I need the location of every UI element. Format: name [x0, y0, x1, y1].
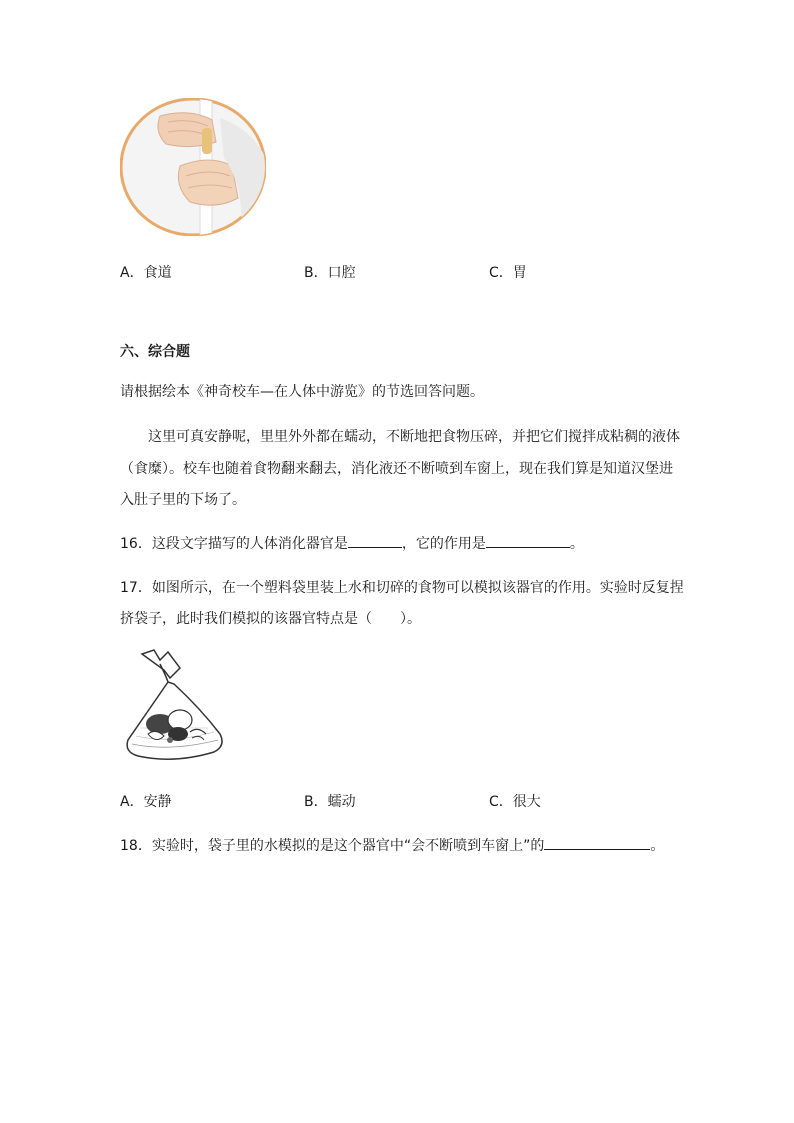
q15-option-b[interactable]: B．口腔: [304, 265, 356, 281]
intro-text: 请根据绘本《神奇校车—在人体中游览》的节选回答问题。: [120, 384, 484, 400]
q18-text-2: 。: [650, 838, 665, 854]
esophagus-model-photo: [120, 98, 266, 236]
question-17-line-1: 17．如图所示，在一个塑料袋里装上水和切碎的食物可以模拟该器官的作用。实验时反复捏: [120, 580, 684, 596]
q15-option-a[interactable]: A．食道: [120, 265, 172, 281]
passage-line-1: 这里可真安静呢，里里外外都在蠕动，不断地把食物压碎，并把它们搅拌成粘稠的液体: [148, 429, 680, 445]
q16-text-3: 。: [569, 536, 584, 552]
question-17-line-2: 挤袋子，此时我们模拟的该器官特点是（ ）。: [120, 611, 421, 627]
section-title: 六、综合题: [120, 344, 190, 360]
q17-option-a[interactable]: A．安静: [120, 794, 172, 810]
q16-answer-blank-2[interactable]: [486, 533, 570, 548]
q18-text-1: 18．实验时，袋子里的水模拟的是这个器官中“会不断喷到车窗上”的: [120, 838, 545, 854]
q16-text-2: ，它的作用是: [401, 536, 486, 552]
passage-line-3: 入肚子里的下场了。: [120, 492, 246, 508]
question-16: [120, 533, 584, 553]
q16-answer-blank-1[interactable]: [348, 533, 402, 548]
q17-option-b[interactable]: B．蠕动: [304, 794, 356, 810]
question-18: [120, 835, 664, 855]
q15-option-c[interactable]: C．胃: [489, 265, 527, 281]
plastic-bag-illustration: [120, 648, 228, 764]
q18-answer-blank[interactable]: [544, 835, 650, 850]
q17-option-c[interactable]: C．很大: [489, 794, 541, 810]
q16-text-1: 16．这段文字描写的人体消化器官是: [120, 536, 348, 552]
passage-line-2: （食糜）。校车也随着食物翻来翻去，消化液还不断喷到车窗上，现在我们算是知道汉堡进: [120, 461, 673, 477]
